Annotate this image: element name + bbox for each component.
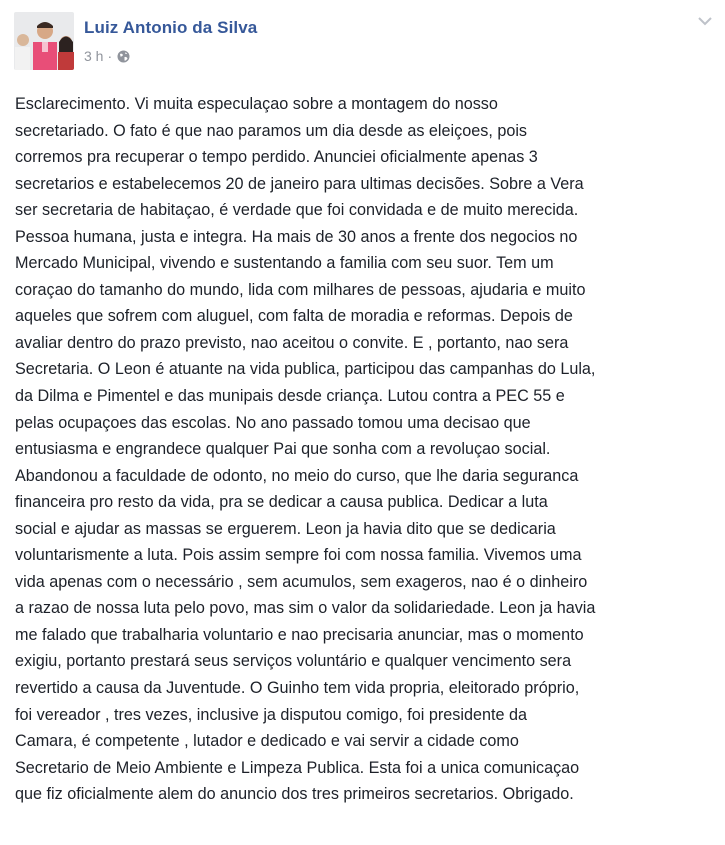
post-text-line: pelas ocupaçoes das escolas. No ano passado tomou uma decisao que [15,413,531,432]
post-text-line: me falado que trabalharia voluntario e nao precisaria anunciar, mas o momento [15,625,584,644]
post-text-line: secretarios e estabelecemos 20 de janeiro para ultimas decisões. Sobre a Vera [15,174,584,193]
post-timestamp[interactable]: 3 h [84,48,104,64]
post-text-line: Abandonou a faculdade de odonto, no meio do curso, que lhe daria seguranca [15,466,579,485]
post-text-line: financeira pro resto da vida, pra se dedicar a causa publica. Dedicar a luta [15,493,548,512]
post-text-line: foi vereador , tres vezes, inclusive ja disputou comigo, foi presidente da [15,705,527,724]
post-text-line: da Dilma e Pimentel e das munipais desde criança. Lutou contra a PEC 55 e [15,387,565,406]
post-text-line: entusiasma e engrandece qualquer Pai que sonha com a revoluçao social. [15,440,551,459]
chevron-down-icon[interactable] [696,14,714,28]
post-text-line: Pessoa humana, justa e integra. Ha mais de 30 anos a frente dos negocios no [15,227,578,246]
post-text-line: Secretaria. O Leon é atuante na vida publica, participou das campanhas do Lula, [15,360,596,379]
post-text-line: ser secretaria de habitaçao, é verdade que foi convidada e de muito merecida. [15,201,579,220]
post-header [14,12,714,72]
author-name[interactable]: Luiz Antonio da Silva [84,18,258,37]
post-text-line: Esclarecimento. Vi muita especulaçao sobre a montagem do nosso [15,95,498,113]
meta-separator: · [107,48,113,64]
post-text-line: vida apenas com o necessário , sem acumulos, sem exageros, nao é o dinheiro [15,572,588,591]
post-text-line: que fiz oficialmente alem do anuncio dos tres primeiros secretarios. Obrigado. [15,785,574,804]
post-text-line: Camara, é competente , lutador e dedicado e vai servir a cidade como [15,732,519,751]
post-text-line: coraçao do tamanho do mundo, lida com milhares de pessoas, ajudaria e muito [15,280,586,299]
post-text-line: a razao de nossa luta pelo povo, mas sim o valor da solidariedade. Leon ja havia [15,599,596,618]
post-text-line: aqueles que sofrem com aluguel, com falta de moradia e reformas. Depois de [15,307,573,326]
post-text-line: avaliar dentro do prazo previsto, nao aceitou o convite. E , portanto, nao sera [15,333,569,352]
globe-icon[interactable] [117,50,130,63]
post-text-line: corremos pra recuperar o tempo perdido. Anunciei oficialmente apenas 3 [15,148,538,167]
post-text-line: Mercado Municipal, vivendo e sustentando a familia com seu suor. Tem um [15,254,554,273]
avatar-photo [14,12,74,70]
avatar[interactable] [14,12,74,70]
post-text-line: voluntarismente a luta. Pois assim sempre foi com nossa familia. Vivemos uma [15,546,582,565]
post-text [15,91,715,808]
post-text-line: revertido a causa da Juventude. O Guinho tem vida propria, eleitorado próprio, [15,679,580,698]
post-meta [84,48,130,64]
post-text-line: exigiu, portanto prestará seus serviços voluntário e qualquer vencimento sera [15,652,572,671]
post-text-line: secretariado. O fato é que nao paramos um dia desde as eleiçoes, pois [15,121,528,140]
post-text-line: Secretario de Meio Ambiente e Limpeza Publica. Esta foi a unica comunicaçao [15,758,580,777]
post-text-line: social e ajudar as massas se erguerem. Leon ja havia dito que se dedicaria [15,519,556,538]
